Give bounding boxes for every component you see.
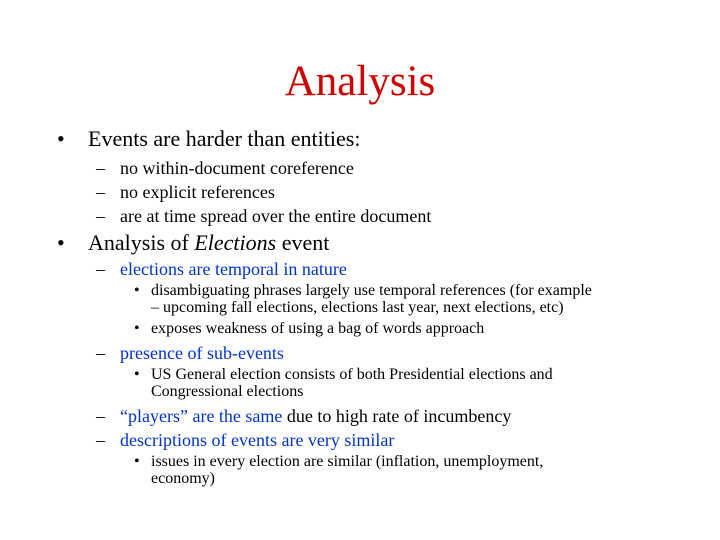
bullet-marker: • [57, 126, 65, 151]
sub-players-highlight: “players” are the same [120, 406, 283, 426]
bullet-marker: • [57, 230, 65, 255]
bullet-events-harder: Events are harder than entities: [88, 126, 361, 151]
sub-elections-temporal: elections are temporal in nature [120, 259, 347, 279]
sub-presence-sub-events: presence of sub-events [120, 343, 284, 363]
tertiary-issues-line1: issues in every election are similar (inflation, unemployment, [151, 453, 544, 470]
tertiary-disambiguating-line1: disambiguating phrases largely use temporal references (for example [151, 282, 592, 299]
slide-title: Analysis [284, 58, 436, 105]
sub-no-coreference: no within-document coreference [120, 158, 354, 178]
sub-no-explicit-references: no explicit references [120, 182, 275, 202]
tertiary-bag-of-words: exposes weakness of using a bag of words approach [151, 320, 485, 337]
tertiary-marker: • [134, 453, 140, 470]
bullet-analysis-prefix: Analysis of [88, 230, 195, 255]
tertiary-us-general-line1: US General election consists of both Presidential elections and [151, 366, 553, 383]
tertiary-marker: • [134, 320, 140, 337]
bullet-analysis-suffix: event [276, 230, 330, 255]
dash-marker: – [96, 259, 105, 279]
sub-time-spread: are at time spread over the entire document [120, 206, 432, 226]
dash-marker: – [96, 206, 105, 226]
bullet-analysis-elections [88, 230, 329, 256]
dash-marker: – [96, 430, 105, 450]
dash-marker: – [96, 158, 105, 178]
dash-marker: – [96, 182, 105, 202]
sub-descriptions-similar: descriptions of events are very similar [120, 430, 395, 450]
tertiary-us-general-line2: Congressional elections [151, 383, 304, 400]
sub-players-rest: due to high rate of incumbency [282, 406, 512, 426]
bullet-analysis-italic: Elections [194, 230, 277, 255]
dash-marker: – [96, 406, 105, 426]
tertiary-issues-line2: economy) [151, 470, 215, 487]
dash-marker: – [96, 343, 105, 363]
sub-players-same [120, 405, 511, 427]
tertiary-marker: • [134, 282, 140, 299]
tertiary-disambiguating-line2: – upcoming fall elections, elections last year, next elections, etc) [151, 299, 564, 316]
tertiary-marker: • [134, 366, 140, 383]
